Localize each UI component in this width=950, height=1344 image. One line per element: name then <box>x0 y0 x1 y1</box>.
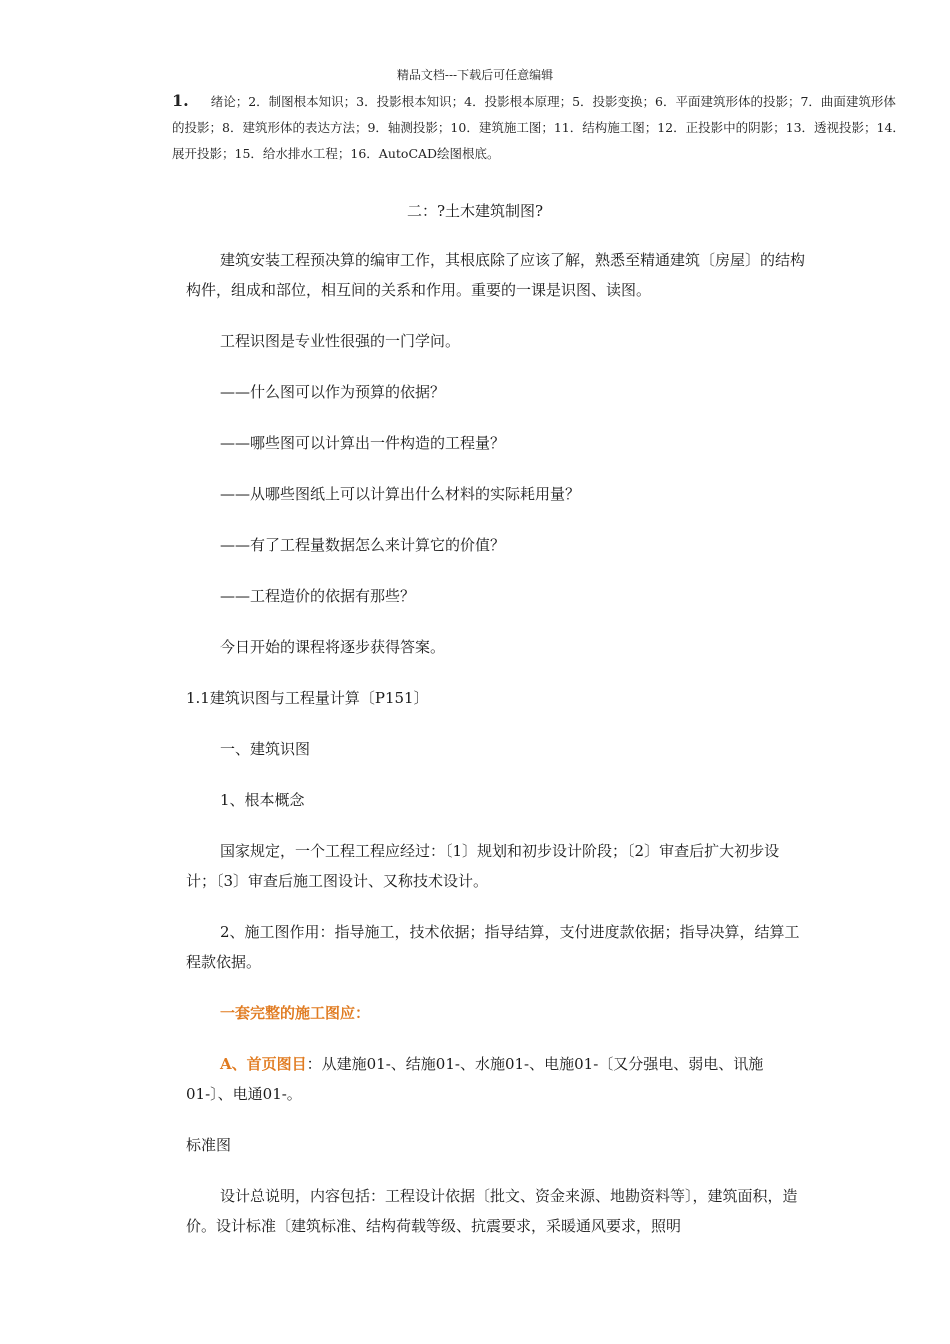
paragraph-purpose: 2、施工图作用：指导施工，技术依据；指导结算，支付进度款依据；指导决算，结算工程款依据。 <box>186 923 800 971</box>
paragraph-general-notes: 设计总说明，内容包括：工程设计依据〔批文、资金来源、地勘资料等〕，建筑面积，造价。设计标准〔建筑标准、结构荷载等级、抗震要求，采暖通风要求，照明 <box>186 1187 798 1235</box>
question-1: ——什么图可以作为预算的依据？ <box>220 383 446 401</box>
paragraph-intro: 建筑安装工程预决算的编审工作，其根底除了应该了解，熟悉至精通建筑〔房屋〕的结构构件，组成和部位，相互间的关系和作用。重要的一课是识图、读图。 <box>186 251 806 299</box>
outline-text: 绪论；2．制图根本知识；3．投影根本知识；4．投影根本原理；5．投影变换；6．平面建筑形体的投影；7．曲面建筑形体的投影；8．建筑形体的表达方法；9．轴测投影；10．建筑施工图；11．结构施工图；12．正投影中的阴影；13．透视投影；14．展开投影；15．给水排水工程；16．AutoCAD绘图根底。 <box>172 94 905 161</box>
paragraph-statement: 工程识图是专业性很强的一门学问。 <box>220 332 461 350</box>
subheading-architecture: 一、建筑识图 <box>220 740 311 758</box>
question-3: ——从哪些图纸上可以计算出什么材料的实际耗用量？ <box>220 485 581 503</box>
index-text: ：从建施01-、结施01-、水施01-、电施01-〔又分强电、弱电、讯施01-〕、电通01-。 <box>186 1055 764 1103</box>
paragraph-answer: 今日开始的课程将逐步获得答案。 <box>220 638 446 656</box>
orange-heading: 一套完整的施工图应： <box>220 1004 371 1022</box>
subheading-concepts: 1、根本概念 <box>220 791 305 809</box>
paragraph-stages: 国家规定，一个工程工程应经过：〔1〕规划和初步设计阶段；〔2〕审查后扩大初步设计；〔3〕审查后施工图设计、又称技术设计。 <box>186 842 780 890</box>
course-outline <box>172 88 908 167</box>
question-5: ——工程造价的依据有那些？ <box>220 587 416 605</box>
section-title: 二：?土木建筑制图? <box>406 202 544 220</box>
question-2: ——哪些图可以计算出一件构造的工程量？ <box>220 434 506 452</box>
index-label: A、首页图目 <box>220 1055 307 1073</box>
page-watermark: 精品文档---下载后可任意编辑 <box>396 68 554 82</box>
subsection-title: 1.1建筑识图与工程量计算〔P151〕 <box>186 689 429 707</box>
standard-drawing-label: 标准图 <box>186 1136 232 1154</box>
paragraph-index <box>186 1049 806 1109</box>
question-4: ——有了工程量数据怎么来计算它的价值？ <box>220 536 506 554</box>
outline-number: 1. <box>172 91 189 110</box>
